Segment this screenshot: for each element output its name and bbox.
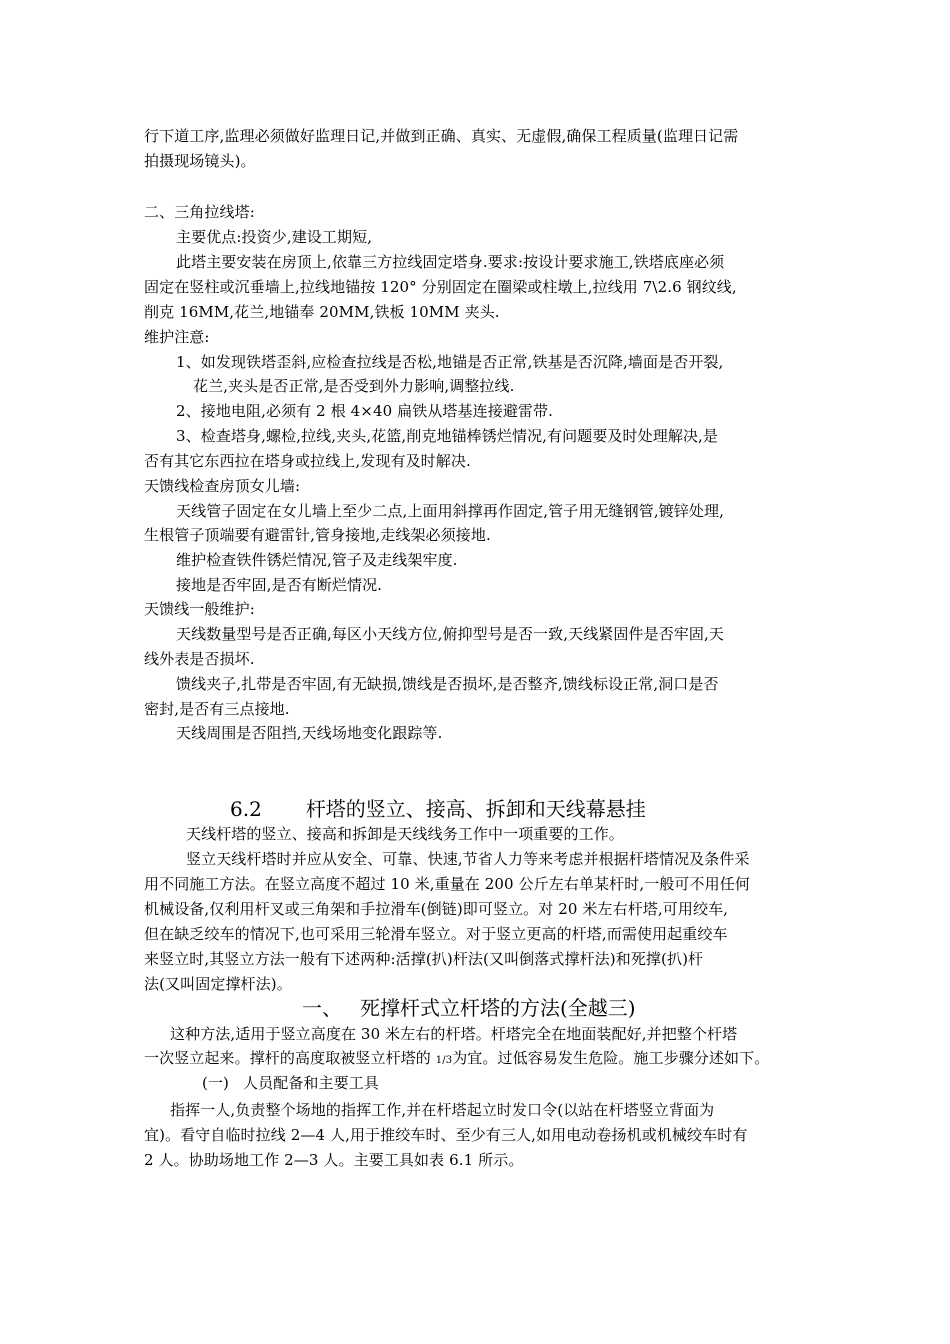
text-line: 行下道工序,监理必须做好监理日记,并做到正确、真实、无虚假,确保工程质量(监理日记需 xyxy=(144,127,739,145)
text-line: 固定在竖柱或沉垂墙上,拉线地锚按 120° 分别固定在圈梁或柱墩上,拉线用 7\2.6 钢纹线, xyxy=(144,278,737,296)
text-line: 2 人。协助场地工作 2—3 人。主要工具如表 6.1 所示。 xyxy=(144,1151,524,1169)
section-6-2-heading xyxy=(230,795,646,823)
text-line: 用不同施工方法。在竖立高度不超过 10 米,重量在 200 公斤左右单某杆时,一般可不用任何 xyxy=(144,875,750,893)
fraction-one-third: 1/3 xyxy=(435,1055,453,1066)
text-line: 生根管子顶端要有避雷针,管身接地,走线架必须接地. xyxy=(144,526,491,544)
text-line: 宜)。看守自临时拉线 2—4 人,用于推绞车时、至少有三人,如用电动卷扬机或机械绞车时有 xyxy=(144,1126,748,1144)
text-line: 密封,是否有三点接地. xyxy=(144,700,290,718)
sub-heading: 天馈线一般维护: xyxy=(144,600,255,618)
text-line: 机械设备,仅利用杆叉或三角架和手拉滑车(倒链)即可竖立。对 20 米左右杆塔,可用绞车, xyxy=(144,900,729,918)
text-line: 天线数量型号是否正确,每区小天线方位,俯抑型号是否一致,天线紧固件是否牢固,天 xyxy=(176,625,724,643)
text-line: 接地是否牢固,是否有断烂情况. xyxy=(176,576,383,594)
text-line: 但在缺乏绞车的情况下,也可采用三轮滑车竖立。对于竖立更高的杆塔,而需使用起重绞车 xyxy=(144,925,728,943)
text-line: 馈线夹子,扎带是否牢固,有无缺损,馈线是否损坏,是否整齐,馈线标设正常,洞口是否 xyxy=(176,675,719,693)
text-line: 指挥一人,负责整个场地的指挥工作,并在杆塔起立时发口令(以站在杆塔竖立背面为 xyxy=(170,1101,715,1119)
text-line: 主要优点:投资少,建设工期短, xyxy=(176,228,373,246)
section-heading: 二、三角拉线塔: xyxy=(144,203,255,221)
subsection-title: 人员配备和主要工具 xyxy=(243,1074,379,1092)
sub-heading: 天馈线检查房顶女儿墙: xyxy=(144,477,301,495)
text-line: 线外表是否损坏. xyxy=(144,650,255,668)
text-line: 削克 16MM,花兰,地锚奉 20MM,铁板 10MM 夹头. xyxy=(144,303,500,321)
section-title: 杆塔的竖立、接高、拆卸和天线幕悬挂 xyxy=(305,797,646,821)
text-line: 天线杆塔的竖立、接高和拆卸是天线线务工作中一项重要的工作。 xyxy=(186,825,624,843)
text-line: 来竖立时,其竖立方法一般有下述两种:活撑(扒)杆法(又叫倒落式撑杆法)和死撑(扒)杆 xyxy=(144,950,704,968)
text-line: 拍摄现场镜头)。 xyxy=(144,152,256,170)
list-item: 1、如发现铁塔歪斜,应检查拉线是否松,地锚是否正常,铁基是否沉降,墙面是否开裂, xyxy=(176,353,724,371)
text-line: 天线周围是否阻挡,天线场地变化跟踪等. xyxy=(176,724,443,742)
method-heading xyxy=(302,994,636,1022)
list-item-continuation: 否有其它东西拉在塔身或拉线上,发现有及时解决. xyxy=(144,452,471,470)
text-line: 竖立天线杆塔时并应从安全、可靠、快速,节省人力等来考虑并根据杆塔情况及条件采 xyxy=(186,850,750,868)
text-segment: 一次竖立起来。撑杆的高度取被竖立杆塔的 xyxy=(144,1049,436,1067)
list-item-continuation: 花兰,夹头是否正常,是否受到外力影响,调整拉线. xyxy=(193,377,515,395)
text-line: 天线管子固定在女儿墙上至少二点,上面用斜撑再作固定,管子用无缝钢管,镀锌处理, xyxy=(176,502,724,520)
list-item: 3、检查塔身,螺检,拉线,夹头,花篮,削克地锚棒锈烂情况,有问题要及时处理解决,是 xyxy=(176,427,719,445)
sub-heading: 维护注意: xyxy=(144,328,210,346)
method-title: 死撑杆式立杆塔的方法(全越三) xyxy=(360,996,636,1020)
text-line: 维护检查铁件锈烂情况,管子及走线架牢度. xyxy=(176,551,458,569)
list-item: 2、接地电阻,必须有 2 根 4×40 扁铁从塔基连接避雷带. xyxy=(176,402,553,420)
sub-heading xyxy=(202,1071,379,1095)
text-line: 法(又叫固定撑杆法)。 xyxy=(144,975,292,993)
text-line: 此塔主要安装在房顶上,依靠三方拉线固定塔身.要求:按设计要求施工,铁塔底座必须 xyxy=(176,253,725,271)
subsection-number: (一) xyxy=(202,1074,230,1092)
method-number: 一、 xyxy=(302,996,342,1020)
text-segment: 为宜。过低容易发生危险。施工步骤分述如下。 xyxy=(452,1049,770,1067)
text-line: 这种方法,适用于竖立高度在 30 米左右的杆塔。杆塔完全在地面装配好,并把整个杆塔 xyxy=(170,1025,738,1043)
text-line xyxy=(144,1046,769,1073)
section-number: 6.2 xyxy=(230,797,262,821)
